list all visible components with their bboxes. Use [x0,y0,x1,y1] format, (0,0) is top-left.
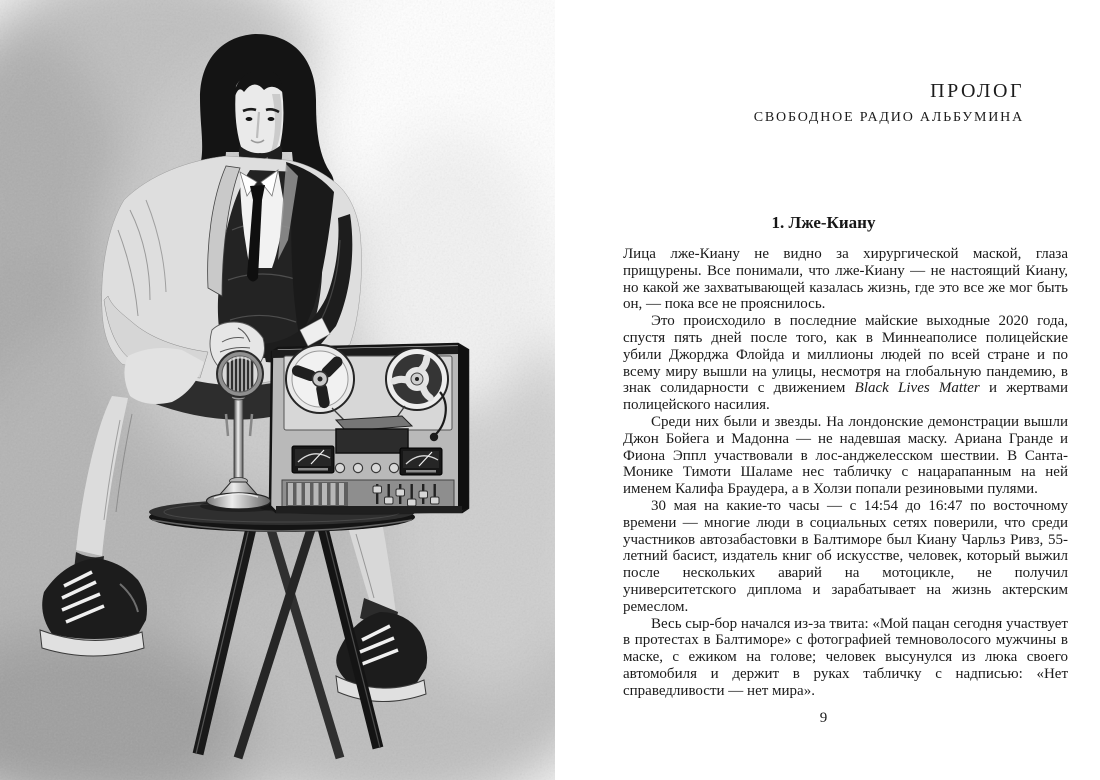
paragraph: Весь сыр-бор начался из-за твита: «Мой пацан сегодня участвует в протестах в Балтиморе» с фотографией темноволосого мужчины в маске, с ежиком на голове; человек высунулся из люка своего автомобиля и держит в руках табличку с надписью: «Нет справедливости — нет мира». [623,615,1068,699]
reel-to-reel-recorder [270,344,468,513]
paragraph: 30 мая на какие-то часы — с 14:54 до 16:47 по восточному времени — многие люди в социальных сетях поверили, что среди участников автозабастовки в Балтиморе был Киану Чарльз Ривз, 55-летний басист, издатель книг об искусстве, человек, который выжил после нескольких аварий на мотоцикле, не получил университетского диплома и зарабатывает на жизнь актерским ремеслом. [623,497,1068,615]
section-heading: 1. Лже-Киану [771,213,876,232]
paragraph: Лица лже-Киану не видно за хирургической маской, глаза прищурены. Все понимали, что лже-Киану — не настоящий Киану, но какой же захватывающей казалась жизнь, где это все же мог быть он, — пока все не прояснилось. [623,246,1068,313]
vu-meter-right [400,448,442,475]
chapter-heading-block [623,80,1024,126]
page-number: 9 [819,710,828,726]
left-reel [286,345,354,413]
body-paragraphs [623,246,1068,700]
speaker-grille [286,482,348,506]
paragraph: Среди них были и звезды. На лондонские демонстрации вышли Джон Бойега и Мадонна — не надевшая маску. Ариана Гранде и Фиона Эппл участвовали в лос-анджелесском шествии. В Санта-Монике Тимоти Шаламе нес табличку с нацарапанным на ней именем Калифа Браудера, а в Холзи попали резиновыми пулями. [623,413,1068,498]
chapter-title: ПРОЛОГ [930,80,1024,102]
chapter-subtitle: СВОБОДНОЕ РАДИО АЛЬБУМИНА [753,110,1024,125]
right-reel [386,348,448,410]
right-page [623,0,1068,780]
vu-meter-left [292,446,334,473]
paragraph: Это происходило в последние майские выходные 2020 года, спустя пять дней после того, как в Миннеаполисе полицейские убили Джорджа Флойда и миллионы людей по всей стране и по всему миру вышли на улицы, несмотря на глобальную пандемию, в знак солидарности с движением Black Lives Matter и жертвами полицейского насилия. [623,313,1068,414]
